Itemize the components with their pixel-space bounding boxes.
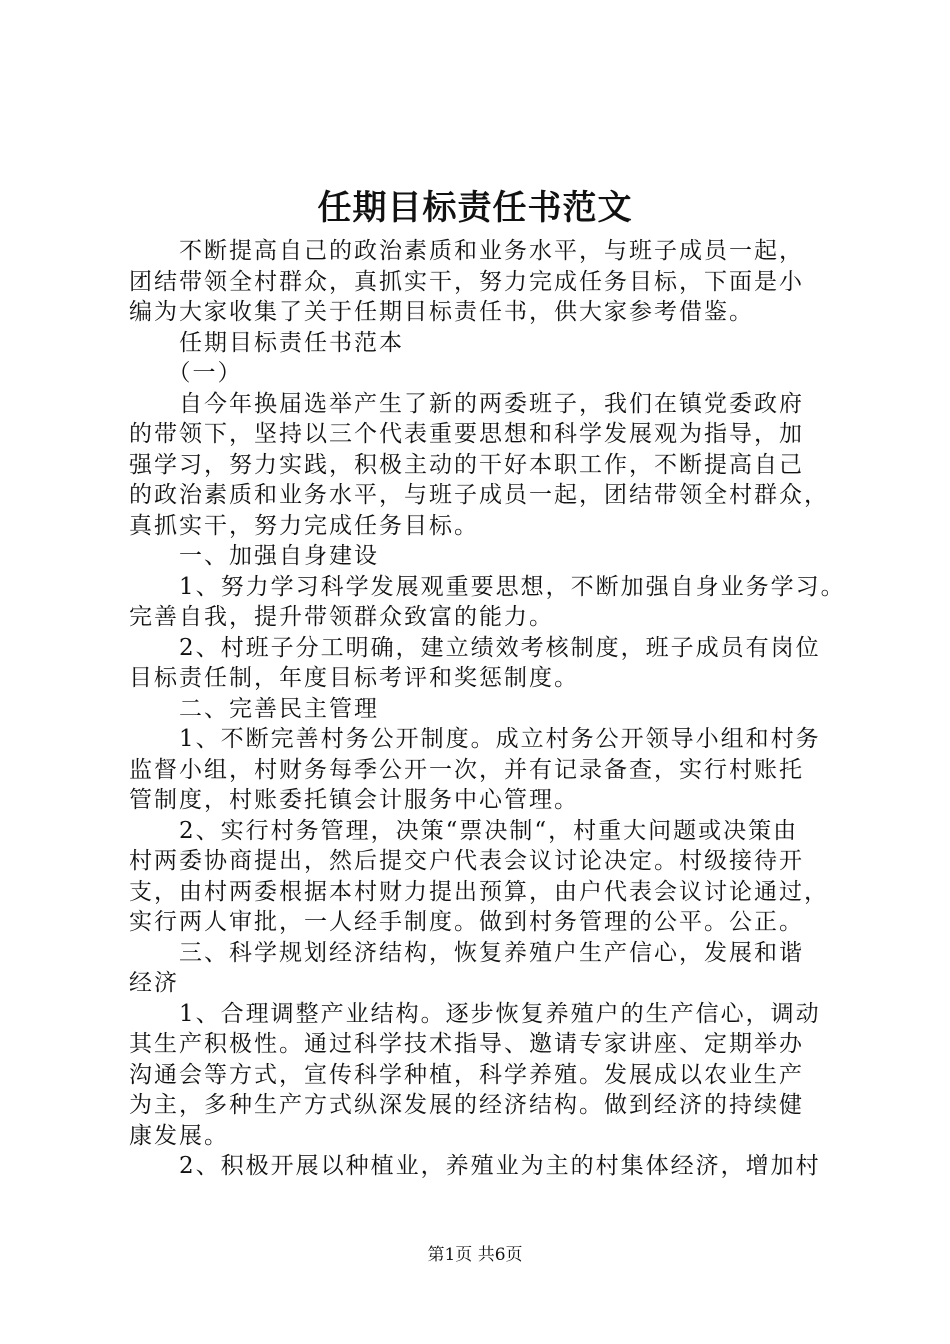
page-footer: 第1页 共6页: [427, 1245, 523, 1265]
document-body: [129, 236, 854, 1182]
body-line: 2、实行村务管理，决策“票决制“，村重大问题或决策由: [129, 817, 799, 844]
body-line: 管制度，村账委托镇会计服务中心管理。: [129, 787, 579, 813]
body-line: 1、合理调整产业结构。逐步恢复养殖户的生产信心，调动: [129, 1000, 821, 1027]
body-line: 支，由村两委根据本村财力提出预算，由户代表会议讨论通过，: [129, 878, 829, 905]
body-line: 1、努力学习科学发展观重要思想，不断加强自身业务学习。: [129, 573, 846, 600]
section-number: （一）: [129, 360, 243, 386]
body-line: 沟通会等方式，宣传科学种植，科学养殖。发展成以农业生产: [129, 1061, 804, 1088]
document-title: 任期目标责任书范文: [317, 188, 633, 228]
body-line: 2、积极开展以种植业，养殖业为主的村集体经济，增加村: [129, 1153, 821, 1179]
body-line: 实行两人审批，一人经手制度。做到村务管理的公平。公正。: [129, 909, 804, 935]
section-heading: 任期目标责任书范本: [129, 329, 404, 356]
body-line: 为主，多种生产方式纵深发展的经济结构。做到经济的持续健: [129, 1092, 804, 1118]
section-heading: 二、完善民主管理: [129, 695, 379, 722]
body-line: 自今年换届选举产生了新的两委班子，我们在镇党委政府: [129, 390, 804, 417]
section-heading: 三、科学规划经济结构，恢复养殖户生产信心，发展和谐: [129, 939, 804, 966]
body-line: 团结带领全村群众，真抓实干，努力完成任务目标，下面是小: [129, 268, 804, 295]
body-line: 目标责任制，年度目标考评和奖惩制度。: [129, 665, 579, 691]
body-line: 的带领下，坚持以三个代表重要思想和科学发展观为指导，加: [129, 421, 804, 447]
body-line: 村两委协商提出，然后提交户代表会议讨论决定。村级接待开: [129, 848, 804, 874]
body-line: 强学习，努力实践，积极主动的干好本职工作，不断提高自己: [129, 451, 804, 478]
body-line: 1、不断完善村务公开制度。成立村务公开领导小组和村务: [129, 726, 821, 752]
body-line: 编为大家收集了关于任期目标责任书，供大家参考借鉴。: [129, 299, 754, 325]
body-line: 康发展。: [129, 1122, 229, 1149]
body-line: 真抓实干，努力完成任务目标。: [129, 512, 479, 539]
body-line: 完善自我，提升带领群众致富的能力。: [129, 604, 554, 630]
body-line: 的政治素质和业务水平，与班子成员一起，团结带领全村群众，: [129, 482, 829, 508]
body-line: 监督小组，村财务每季公开一次，并有记录备查，实行村账托: [129, 756, 804, 783]
body-line: 不断提高自己的政治素质和业务水平，与班子成员一起，: [129, 238, 804, 264]
body-line: 2、村班子分工明确，建立绩效考核制度，班子成员有岗位: [129, 634, 821, 661]
section-heading: 经济: [129, 970, 179, 996]
section-heading: 一、加强自身建设: [129, 543, 379, 569]
body-line: 其生产积极性。通过科学技术指导、邀请专家讲座、定期举办: [129, 1031, 804, 1057]
